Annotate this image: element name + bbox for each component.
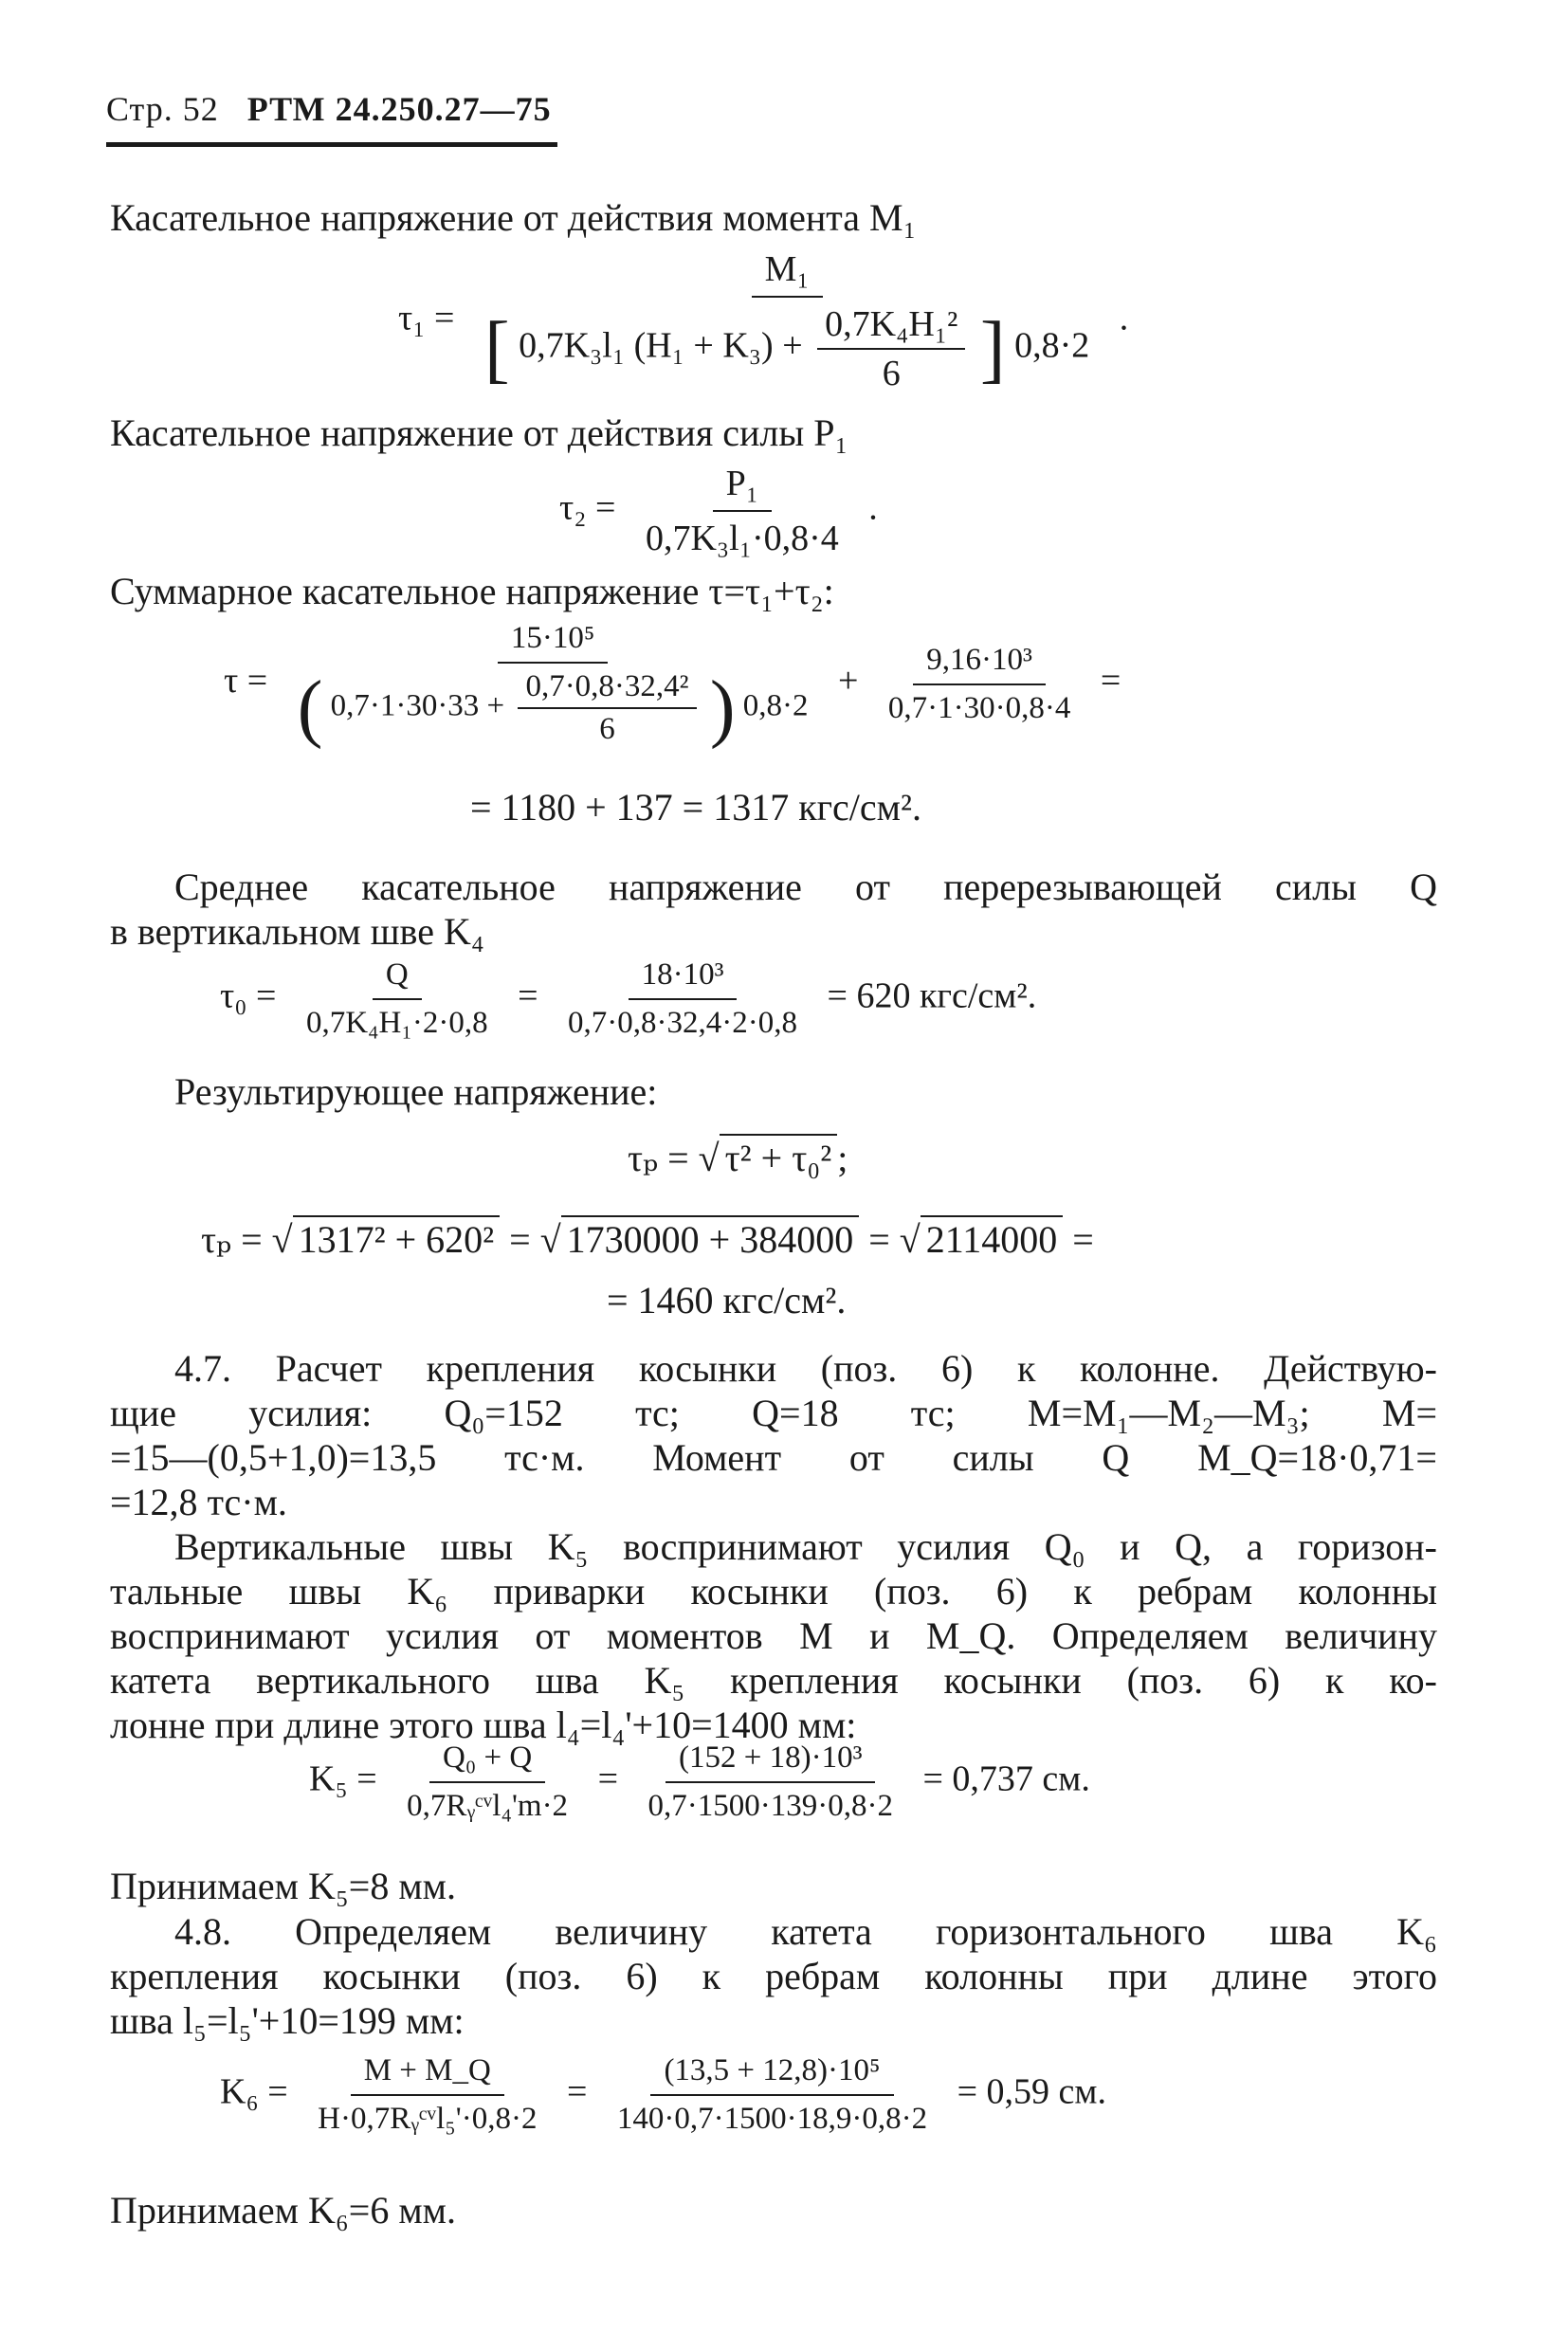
numerator: 15·10⁵ <box>498 621 609 664</box>
equation-tau2 <box>559 463 878 559</box>
numerator: (152 + 18)·10³ <box>665 1740 875 1783</box>
text-line: щие усилия: Q₀=152 тс; Q=18 тс; M=M₁—M₂—M₃; M= <box>110 1392 1437 1434</box>
fraction <box>284 621 822 750</box>
equation-k5 <box>309 1740 1090 1824</box>
text-line: лонне при длине этого шва l₄=l₄'+10=1400 мм: <box>110 1704 857 1746</box>
numerator: (13,5 + 12,8)·10⁵ <box>650 2053 893 2096</box>
denominator: 0,7·1·30·0,8·4 <box>887 690 1071 725</box>
text-line: катета вертикального шва K₅ крепления косынки (поз. 6) к ко- <box>110 1659 1437 1702</box>
denominator: 0,7K₄H₁·2·0,8 <box>305 1006 488 1040</box>
eq-lhs: τ₁ = <box>398 298 455 338</box>
eq-lhs: τ = <box>224 661 268 702</box>
equation-tau0 <box>220 957 1036 1041</box>
eq-end: . <box>1119 298 1129 338</box>
paragraph-vertical-welds <box>110 1524 1437 1747</box>
numerator: Q <box>373 957 422 1000</box>
denominator: 0,7·0,8·32,4·2·0,8 <box>568 1006 798 1040</box>
den-part: 0,8·2 <box>742 688 809 723</box>
numerator: Q₀ + Q <box>429 1740 545 1783</box>
denominator: 140·0,7·1500·18,9·0,8·2 <box>616 2102 928 2136</box>
eq-end: = <box>1100 661 1121 702</box>
paragraph-accept-k5: Принимаем K₅=8 мм. <box>110 1865 456 1907</box>
denominator: 0,7K₃l₁·0,8·4 <box>645 519 839 558</box>
fraction <box>604 2053 940 2137</box>
text-line: =15—(0,5+1,0)=13,5 тс·м. Момент от силы Q M_Q=18·0,71= <box>110 1436 1437 1479</box>
bracket-left: [ <box>483 307 510 391</box>
fraction <box>632 463 852 559</box>
equation-tau-sum <box>224 621 1121 750</box>
fraction <box>304 2053 550 2137</box>
denominator <box>284 664 822 750</box>
eq-result: = 0,59 см. <box>957 2071 1106 2112</box>
paragraph-resultant: Результирующее напряжение: <box>174 1070 658 1113</box>
den-part: 0,7·1·30·33 + <box>330 688 505 723</box>
fraction <box>875 643 1084 726</box>
text-line: =12,8 тс·м. <box>110 1481 287 1523</box>
eq-lhs: K₆ = <box>220 2071 288 2112</box>
inner-fraction <box>518 669 696 747</box>
eq-lhs: τₚ = √ <box>201 1218 293 1261</box>
fraction <box>393 1740 581 1824</box>
inner-numerator: 0,7·0,8·32,4² <box>518 669 696 709</box>
eq-end: = <box>1072 1218 1094 1261</box>
bracket-right: ] <box>979 307 1006 391</box>
plus-sign: + <box>837 661 859 702</box>
eq-result: = 620 кгс/см². <box>827 975 1037 1016</box>
text-line: крепления косынки (поз. 6) к ребрам колонны при длине этого <box>110 1955 1437 1997</box>
numerator: 18·10³ <box>629 957 738 1000</box>
text-line: тальные швы K₆ приварки косынки (поз. 6) к ребрам колонны <box>110 1570 1437 1613</box>
equation-tau-result: = 1180 + 137 = 1317 кгс/см². <box>470 786 921 829</box>
equals-sign: = <box>597 1759 618 1799</box>
equation-taup-formula <box>628 1134 848 1180</box>
eq-end: . <box>868 487 878 528</box>
text-line: воспринимают усилия от моментов M и M_Q. Определяем величину <box>110 1614 1437 1657</box>
text-line: Среднее касательное напряжение от перерезывающей силы Q <box>174 866 1437 908</box>
eq-lhs: K₅ = <box>309 1759 377 1799</box>
equation-taup-calc <box>201 1215 1094 1262</box>
equals-sign: = <box>566 2071 588 2112</box>
fraction <box>635 1740 906 1824</box>
eq-lhs: τ₀ = <box>220 975 277 1016</box>
numerator: P₁ <box>713 463 772 512</box>
fraction <box>293 957 501 1041</box>
eq-result: = 0,737 см. <box>922 1759 1090 1799</box>
inner-fraction <box>817 303 965 394</box>
paragraph-4-8 <box>110 1909 1437 2043</box>
inner-denominator: 6 <box>882 354 901 393</box>
paragraph-force-stress: Касательное напряжение от действия силы P₁ <box>110 411 848 454</box>
denominator <box>471 298 1103 394</box>
equation-taup-result: = 1460 кгс/см². <box>607 1279 847 1321</box>
paragraph-accept-k6: Принимаем K₆=6 мм. <box>110 2189 456 2232</box>
paragraph-moment-stress: Касательное напряжение от действия момента M₁ <box>110 196 917 239</box>
denominator: 0,7·1500·139·0,8·2 <box>647 1789 893 1823</box>
text-line: Вертикальные швы K₅ воспринимают усилия Q₀ и Q, а горизон- <box>174 1525 1437 1568</box>
text-line: шва l₅=l₅'+10=199 мм: <box>110 1999 465 2042</box>
equation-tau1 <box>398 248 1128 394</box>
eq-part: = √ <box>509 1218 561 1261</box>
numerator: 9,16·10³ <box>913 643 1046 685</box>
equation-k6 <box>220 2053 1106 2137</box>
fraction <box>471 248 1103 394</box>
radicand: τ² + τ₀² <box>720 1134 838 1180</box>
denominator: H·0,7Rᵧᶜᵛl₅'·0,8·2 <box>318 2102 538 2136</box>
denominator: 0,7Rᵧᶜᵛl₄'m·2 <box>407 1789 569 1823</box>
page-number: Стр. 52 <box>106 90 219 128</box>
eq-part: = √ <box>868 1218 921 1261</box>
radicand: 2114000 <box>921 1215 1064 1262</box>
numerator: M + M_Q <box>351 2053 504 2096</box>
text-line: в вертикальном шве K₄ <box>110 910 484 953</box>
text-line: 4.8. Определяем величину катета горизонтального шва K₆ <box>174 1910 1437 1953</box>
bracket-left: ( <box>297 666 323 750</box>
bracket-right: ) <box>709 666 736 750</box>
paragraph-total-stress: Суммарное касательное напряжение τ=τ₁+τ₂: <box>110 570 834 612</box>
paragraph-4-7 <box>110 1346 1437 1524</box>
equals-sign: = <box>518 975 538 1016</box>
eq-end: ; <box>837 1137 848 1179</box>
document-code: РТМ 24.250.27—75 <box>246 90 552 128</box>
fraction <box>555 957 811 1041</box>
radicand: 1317² + 620² <box>293 1215 501 1262</box>
inner-numerator: 0,7K₄H₁² <box>817 303 965 350</box>
text-line: 4.7. Расчет крепления косынки (поз. 6) к колонне. Действую- <box>174 1347 1437 1390</box>
radicand: 1730000 + 384000 <box>561 1215 860 1262</box>
paragraph-shear-stress <box>110 865 1437 954</box>
eq-lhs: τ₂ = <box>559 487 616 528</box>
den-part: 0,7K₃l₁ (H₁ + K₃) + <box>519 325 803 366</box>
den-part: 0,8·2 <box>1014 325 1090 366</box>
numerator: M₁ <box>752 248 823 298</box>
eq-lhs: τₚ = √ <box>628 1137 720 1179</box>
inner-denominator: 6 <box>599 712 615 746</box>
page-header <box>106 89 557 147</box>
